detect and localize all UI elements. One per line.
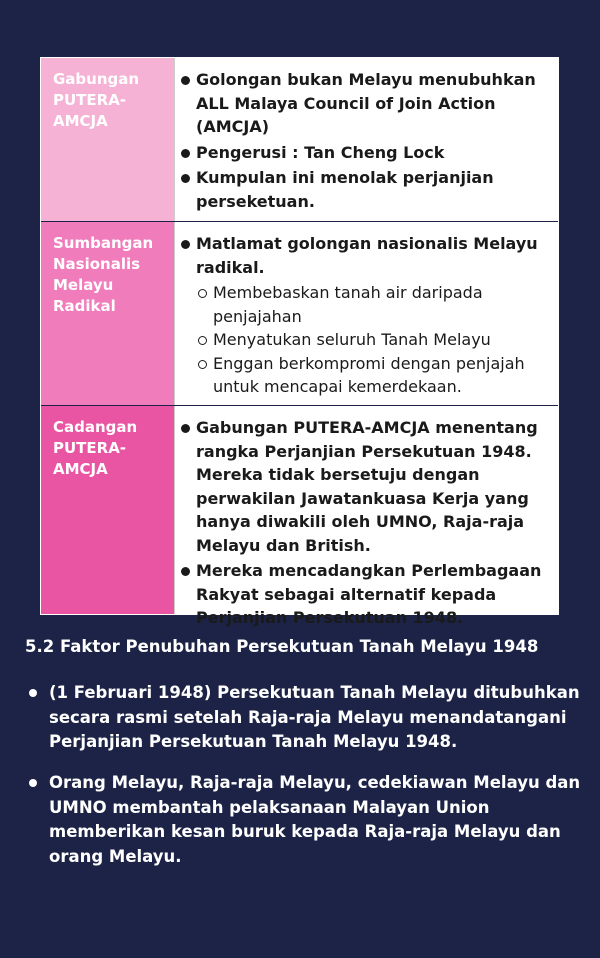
row-label: Sumbangan Nasionalis Melayu Radikal [41, 222, 175, 405]
row-label: Cadangan PUTERA-AMCJA [41, 406, 175, 614]
bullet-icon [29, 779, 37, 787]
table-row [41, 222, 558, 406]
bullet-item: Mereka mencadangkan Perlembagaan Rakyat sebagai alternatif kepada Perjanjian Persekutuan 1948. [181, 559, 550, 630]
circle-bullet-icon [198, 289, 207, 298]
bullet-item: Pengerusi : Tan Cheng Lock [181, 141, 550, 165]
sub-bullet-item: Membebaskan tanah air daripada penjajahan [198, 281, 550, 328]
table-row [41, 406, 558, 627]
sub-bullet-item: Enggan berkompromi dengan penjajah untuk mencapai kemerdekaan. [198, 352, 550, 399]
sub-bullet-item: Menyatukan seluruh Tanah Melayu [198, 328, 550, 352]
bullet-icon [181, 424, 190, 433]
table-row [41, 58, 558, 222]
bullet-icon [29, 689, 37, 697]
row-content [175, 406, 558, 627]
bullet-item: Golongan bukan Melayu menubuhkan ALL Malaya Council of Join Action (AMCJA) [181, 68, 550, 139]
bullet-icon [181, 240, 190, 249]
bullet-icon [181, 76, 190, 85]
paragraph-item: (1 Februari 1948) Persekutuan Tanah Melayu ditubuhkan secara rasmi setelah Raja-raja Melayu menandatangani Perjanjian Persekutuan Tanah Melayu 1948. [25, 681, 585, 755]
circle-bullet-icon [198, 360, 207, 369]
circle-bullet-icon [198, 336, 207, 345]
row-content [175, 58, 558, 221]
row-label: Gabungan PUTERA-AMCJA [41, 58, 175, 221]
bullet-icon [181, 567, 190, 576]
section-heading: 5.2 Faktor Penubuhan Persekutuan Tanah Melayu 1948 [25, 637, 539, 656]
bullet-item: Kumpulan ini menolak perjanjian perseketuan. [181, 166, 550, 213]
paragraph-item: Orang Melayu, Raja-raja Melayu, cedekiawan Melayu dan UMNO membantah pelaksanaan Malayan Union memberikan kesan buruk kepada Raja-raja Melayu dan orang Melayu. [25, 771, 585, 869]
row-content [175, 222, 558, 405]
bullet-item: Gabungan PUTERA-AMCJA menentang rangka Perjanjian Persekutuan 1948. Mereka tidak bersetuju dengan perwakilan Jawatankuasa Kerja yang hanya diwakili oleh UMNO, Raja-raja Melayu dan British. [181, 416, 550, 557]
comparison-table [40, 57, 559, 627]
bullet-icon [181, 174, 190, 183]
bullet-item: Matlamat golongan nasionalis Melayu radikal. [181, 232, 550, 279]
bullet-icon [181, 149, 190, 158]
